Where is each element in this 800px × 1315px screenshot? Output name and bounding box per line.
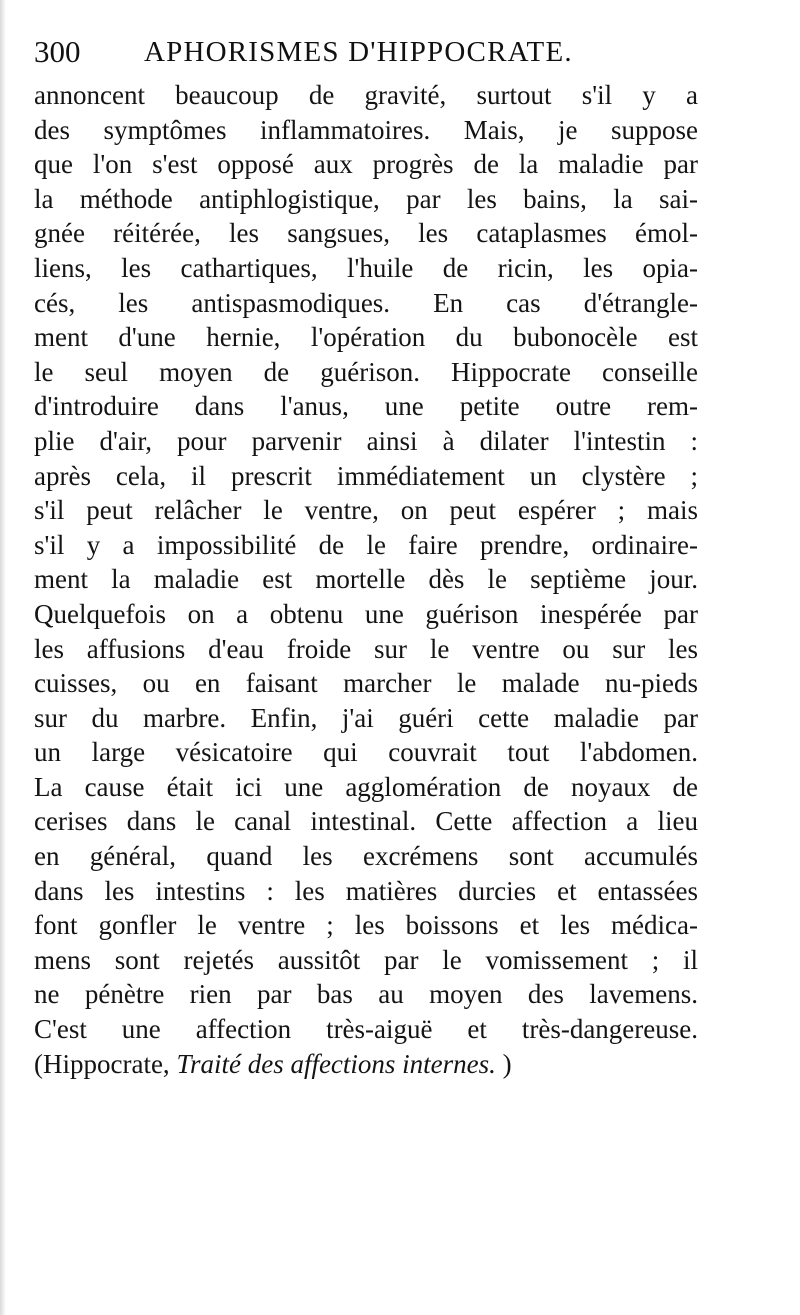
running-title: APHORISMES D'HIPPOCRATE. [144, 36, 573, 68]
citation-open: (Hippocrate, [34, 1048, 177, 1079]
text-line: s'il y a impossibilité de le faire prendre, ordinaire- [34, 529, 698, 560]
text-line: annoncent beaucoup de gravité, surtout s'il y a [34, 80, 698, 110]
text-line: que l'on s'est opposé aux progrès de la maladie par [34, 149, 698, 180]
text-line: ment d'une hernie, l'opération du bubonocèle est [34, 322, 698, 353]
text-line: d'introduire dans l'anus, une petite outre rem- [34, 391, 698, 422]
text-line: la méthode antiphlogistique, par les bains, la sai- [34, 183, 698, 214]
page-edge-shadow [0, 0, 6, 1315]
text-line: les affusions d'eau froide sur le ventre ou sur les [34, 633, 698, 664]
citation-close: ) [495, 1048, 512, 1079]
text-line: des symptômes inflammatoires. Mais, je suppose [34, 114, 698, 145]
page-number: 300 [34, 34, 81, 69]
text-line: C'est une affection très-aiguë et très-dangereuse. [34, 1014, 698, 1045]
text-line: ment la maladie est mortelle dès le septième jour. [34, 564, 698, 595]
text-line: dans les intestins : les matières durcies et entassées [34, 875, 698, 906]
text-line: plie d'air, pour parvenir ainsi à dilater l'intestin : [34, 425, 698, 456]
text-line: cés, les antispasmodiques. En cas d'étrangle- [34, 287, 698, 318]
text-line: après cela, il prescrit immédiatement un clystère ; [34, 460, 698, 491]
text-line: sur du marbre. Enfin, j'ai guéri cette maladie par [34, 702, 698, 733]
text-line: ne pénètre rien par bas au moyen des lavemens. [34, 979, 698, 1010]
text-line: font gonfler le ventre ; les boissons et les médica- [34, 910, 698, 941]
text-line: liens, les cathartiques, l'huile de ricin, les opia- [34, 252, 698, 283]
citation-work-title: Traité des affections internes. [176, 1048, 496, 1079]
running-head [34, 28, 754, 74]
text-line: s'il peut relâcher le ventre, on peut espérer ; mais [34, 495, 698, 526]
citation-line [34, 1047, 698, 1082]
text-line: Quelquefois on a obtenu une guérison inespérée par [34, 598, 698, 629]
text-line: La cause était ici une agglomération de noyaux de [34, 771, 698, 802]
text-line: cerises dans le canal intestinal. Cette affection a lieu [34, 806, 698, 837]
body-text [34, 78, 698, 1081]
text-line: mens sont rejetés aussitôt par le vomissement ; il [34, 944, 698, 975]
text-line: cuisses, ou en faisant marcher le malade nu-pieds [34, 668, 698, 699]
text-line: gnée réitérée, les sangsues, les cataplasmes émol- [34, 218, 698, 249]
text-line: un large vésicatoire qui couvrait tout l'abdomen. [34, 737, 698, 768]
text-line: en général, quand les excrémens sont accumulés [34, 841, 698, 872]
text-line: le seul moyen de guérison. Hippocrate conseille [34, 356, 698, 387]
